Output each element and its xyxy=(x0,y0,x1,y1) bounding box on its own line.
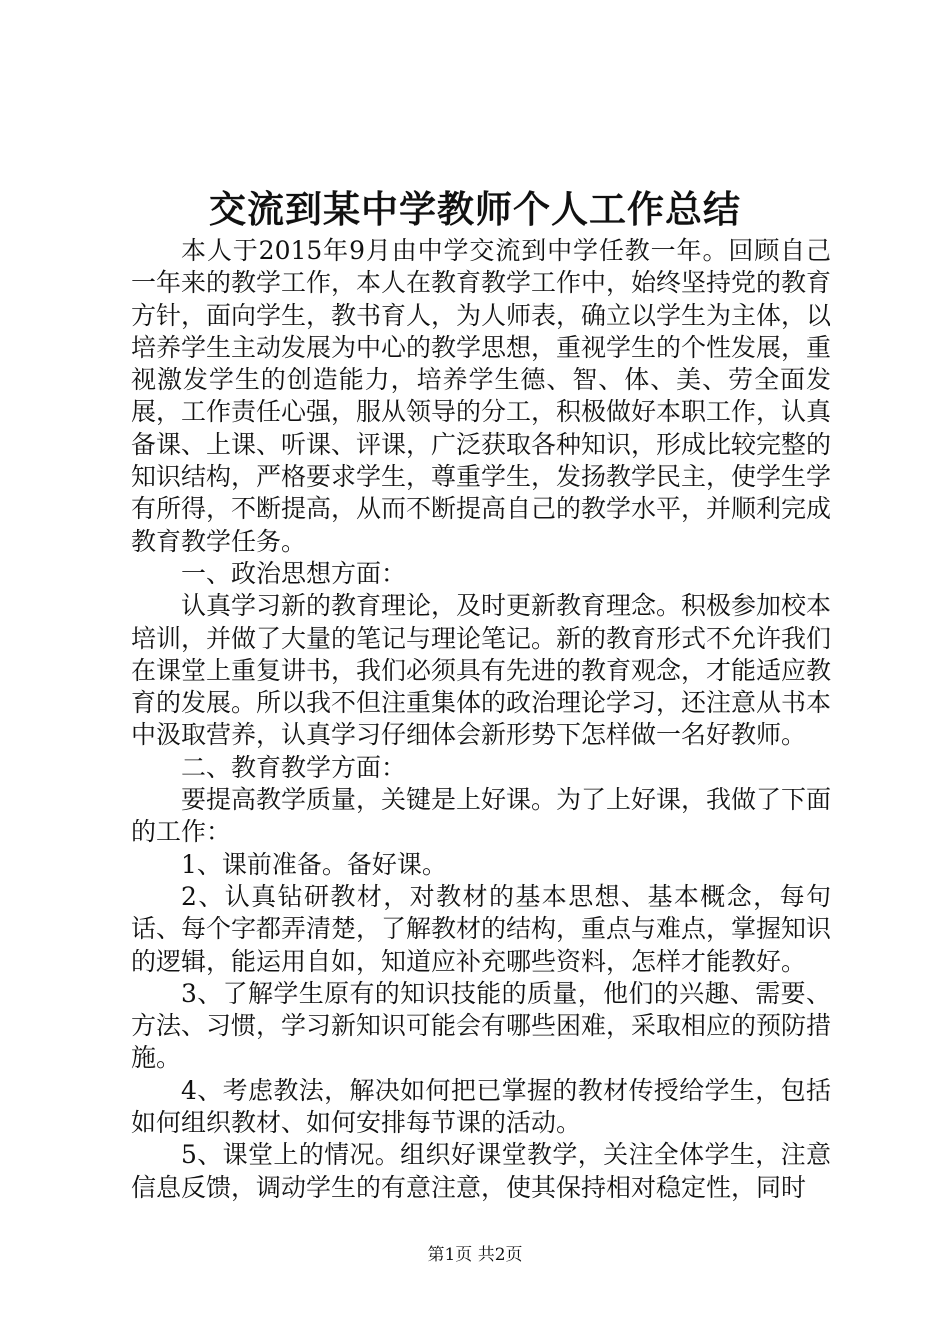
list-item-3: 3、了解学生原有的知识技能的质量，他们的兴趣、需要、方法、习惯，学习新知识可能会有哪些困难，采取相应的预防措施。 xyxy=(131,978,832,1073)
document-title: 交流到某中学教师个人工作总结 xyxy=(209,187,741,231)
paragraph-political: 认真学习新的教育理论，及时更新教育理念。积极参加校本培训，并做了大量的笔记与理论笔记。新的教育形式不允许我们在课堂上重复讲书，我们必须具有先进的教育观念，才能适应教育的发展。所以我不但注重集体的政治理论学习，还注意从书本中汲取营养，认真学习仔细体会新形势下怎样做一名好教师。 xyxy=(131,591,832,750)
heading-teaching: 二、教育教学方面： xyxy=(181,752,407,782)
list-item-4: 4、考虑教法，解决如何把已掌握的教材传授给学生，包括如何组织教材、如何安排每节课的活动。 xyxy=(131,1075,831,1138)
paragraph-intro: 本人于2015年9月由中学交流到中学任教一年。回顾自己一年来的教学工作，本人在教育教学工作中，始终坚持党的教育方针，面向学生，教书育人，为人师表，确立以学生为主体，以培养学生主动发展为中心的教学思想，重视学生的个性发展，重视激发学生的创造能力，培养学生德、智、体、美、劳全面发展，工作责任心强，服从领导的分工，积极做好本职工作，认真备课、上课、听课、评课，广泛获取各种知识，形成比较完整的知识结构，严格要求学生，尊重学生，发扬教学民主，使学生学有所得，不断提高，从而不断提高自己的教学水平，并顺利完成教育教学任务。 xyxy=(131,236,832,556)
paragraph-teaching: 要提高教学质量，关键是上好课。为了上好课，我做了下面的工作： xyxy=(131,785,832,847)
page-footer: 第1页 共2页 xyxy=(427,1245,523,1265)
list-item-5: 5、课堂上的情况。组织好课堂教学，关注全体学生，注意信息反馈，调动学生的有意注意，使其保持相对稳定性，同时 xyxy=(131,1140,831,1202)
document-body xyxy=(131,235,831,1204)
list-item-1: 1、课前准备。备好课。 xyxy=(181,849,447,879)
list-item-2: 2、认真钻研教材，对教材的基本思想、基本概念，每句话、每个字都弄清楚，了解教材的结构，重点与难点，掌握知识的逻辑，能运用自如，知道应补充哪些资料，怎样才能教好。 xyxy=(131,881,832,976)
heading-political: 一、政治思想方面： xyxy=(181,558,407,588)
